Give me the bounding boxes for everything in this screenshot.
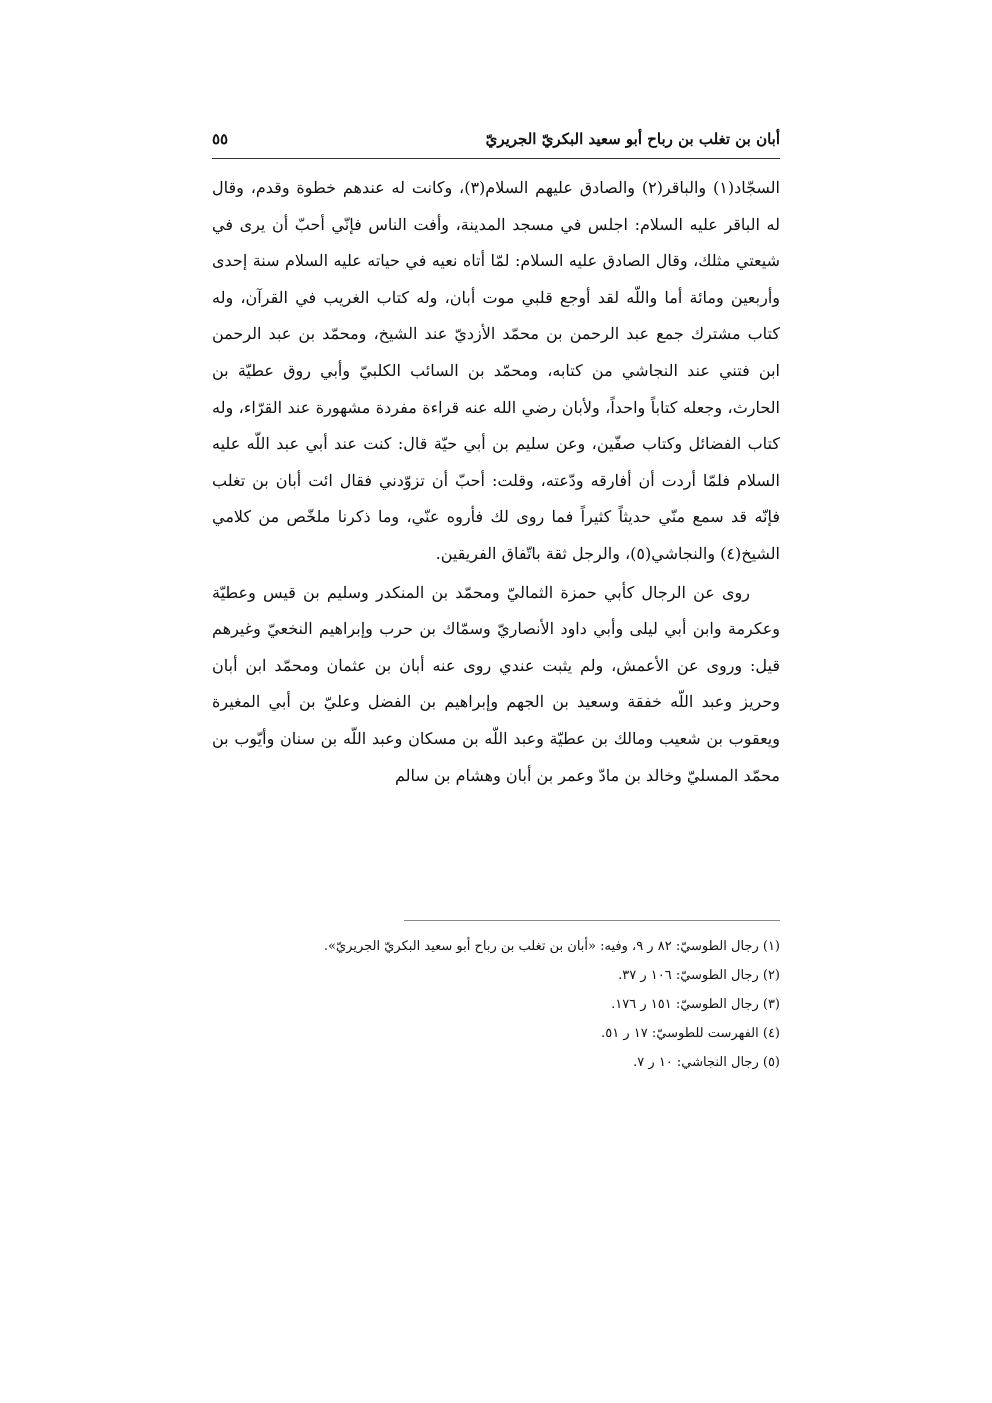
running-header [212, 124, 780, 154]
footnote: (٤) الفهرست للطوسيّ: ١٧ ر ٥١. [601, 1026, 780, 1041]
main-text [212, 170, 780, 794]
footnote: (٣) رجال الطوسيّ: ١٥١ ر ١٧٦. [611, 997, 780, 1012]
running-title: أبان بن تغلب بن رباح أبو سعيد البكريّ الجريريّ [485, 130, 780, 148]
footnotes [212, 932, 780, 1077]
paragraph: السجّاد(١) والباقر(٢) والصادق عليهم السلام(٣)، وكانت له عندهم خطوة وقدم، وقال له الباقر عليه السلام: اجلس في مسجد المدينة، وأفت الناس فإنّي أحبّ أن يرى في شيعتي مثلك، وقال الصادق عليه السلام: لمّا أتاه نعيه في حياته عليه السلام سنة إحدى وأربعين ومائة أما واللّه لقد أوجع قلبي موت أبان، وله كتاب الغريب في القرآن، وله كتاب مشترك جمع عبد الرحمن بن محمّد الأزديّ عند الشيخ، ومحمّد بن عبد الرحمن ابن فتني عند النجاشي من كتابه، ومحمّد بن السائب الكلبيّ وأبي روق عطيّة بن الحارث، وجعله كتاباً واحداً، ولأبان رضي الله عنه قراءة مفردة مشهورة عند القرّاء، وله كتاب الفضائل وكتاب صفّين، وعن سليم بن أبي حيّة قال: كنت عند أبي عبد اللّه عليه السلام فلمّا أردت أن أفارقه ودّعته، وقلت: أحبّ أن تزوّدني فقال ائت أبان بن تغلب فإنّه قد سمع منّي حديثاً كثيراً فما روى لك فأروه عنّي، وما ذكرنا ملخّص من كلامي الشيخ(٤) والنجاشي(٥)، والرجل ثقة باتّفاق الفريقين. [212, 178, 781, 563]
page-number: ٥٥ [212, 130, 229, 148]
footnote: (٥) رجال النجاشي: ١٠ ر ٧. [633, 1055, 780, 1070]
header-divider [212, 158, 780, 159]
footnote: (٢) رجال الطوسيّ: ١٠٦ ر ٣٧. [618, 968, 780, 983]
footnote-divider [404, 920, 780, 921]
footnote: (١) رجال الطوسيّ: ٨٢ ر ٩، وفيه: «أبان بن تغلب بن رباح أبو سعيد البكريّ الجريريّ». [323, 939, 780, 954]
paragraph: روى عن الرجال كأبي حمزة الثماليّ ومحمّد بن المنكدر وسليم بن قيس وعطيّة وعكرمة وابن أبي ليلى وأبي داود الأنصاريّ وسمّاك بن حرب وإبراهيم النخعيّ وغيرهم قيل: وروى عن الأعمش، ولم يثبت عندي روى عنه أبان بن عثمان ومحمّد ابن أبان وحريز وعبد اللّه خفقة وسعيد بن الجهم وإبراهيم بن الفضل وعليّ بن أبي المغيرة ويعقوب بن شعيب ومالك بن عطيّة وعبد اللّه بن مسكان وعبد اللّه بن سنان وأيّوب بن محمّد المسليّ وخالد بن مادّ وعمر بن أبان وهشام بن سالم [212, 582, 781, 785]
